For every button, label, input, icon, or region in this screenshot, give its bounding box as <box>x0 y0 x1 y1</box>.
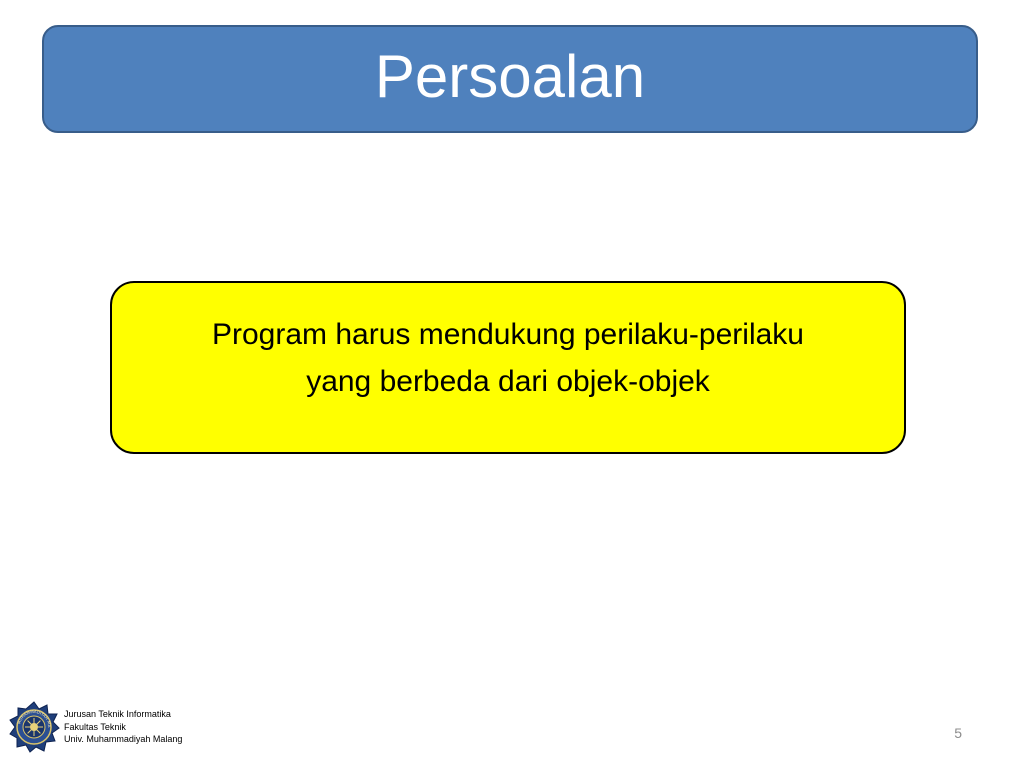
title-bar <box>42 25 978 133</box>
university-seal-icon <box>8 701 60 753</box>
university-text: Univ. Muhammadiyah Malang <box>64 734 183 745</box>
page-number: 5 <box>954 725 962 741</box>
callout-text <box>212 311 804 405</box>
slide-title: Persoalan <box>374 43 646 110</box>
callout-box <box>110 281 906 454</box>
institution-lines <box>64 708 182 746</box>
seal-lettering: MUHAMMADIYAH MA <box>16 708 53 728</box>
footer <box>8 701 182 753</box>
callout-line: Program harus mendukung perilaku-perilaku <box>212 317 804 351</box>
department-text: Jurusan Teknik Informatika <box>64 709 171 720</box>
faculty-text: Fakultas Teknik <box>64 721 126 732</box>
callout-line: yang berbeda dari objek-objek <box>306 364 710 398</box>
